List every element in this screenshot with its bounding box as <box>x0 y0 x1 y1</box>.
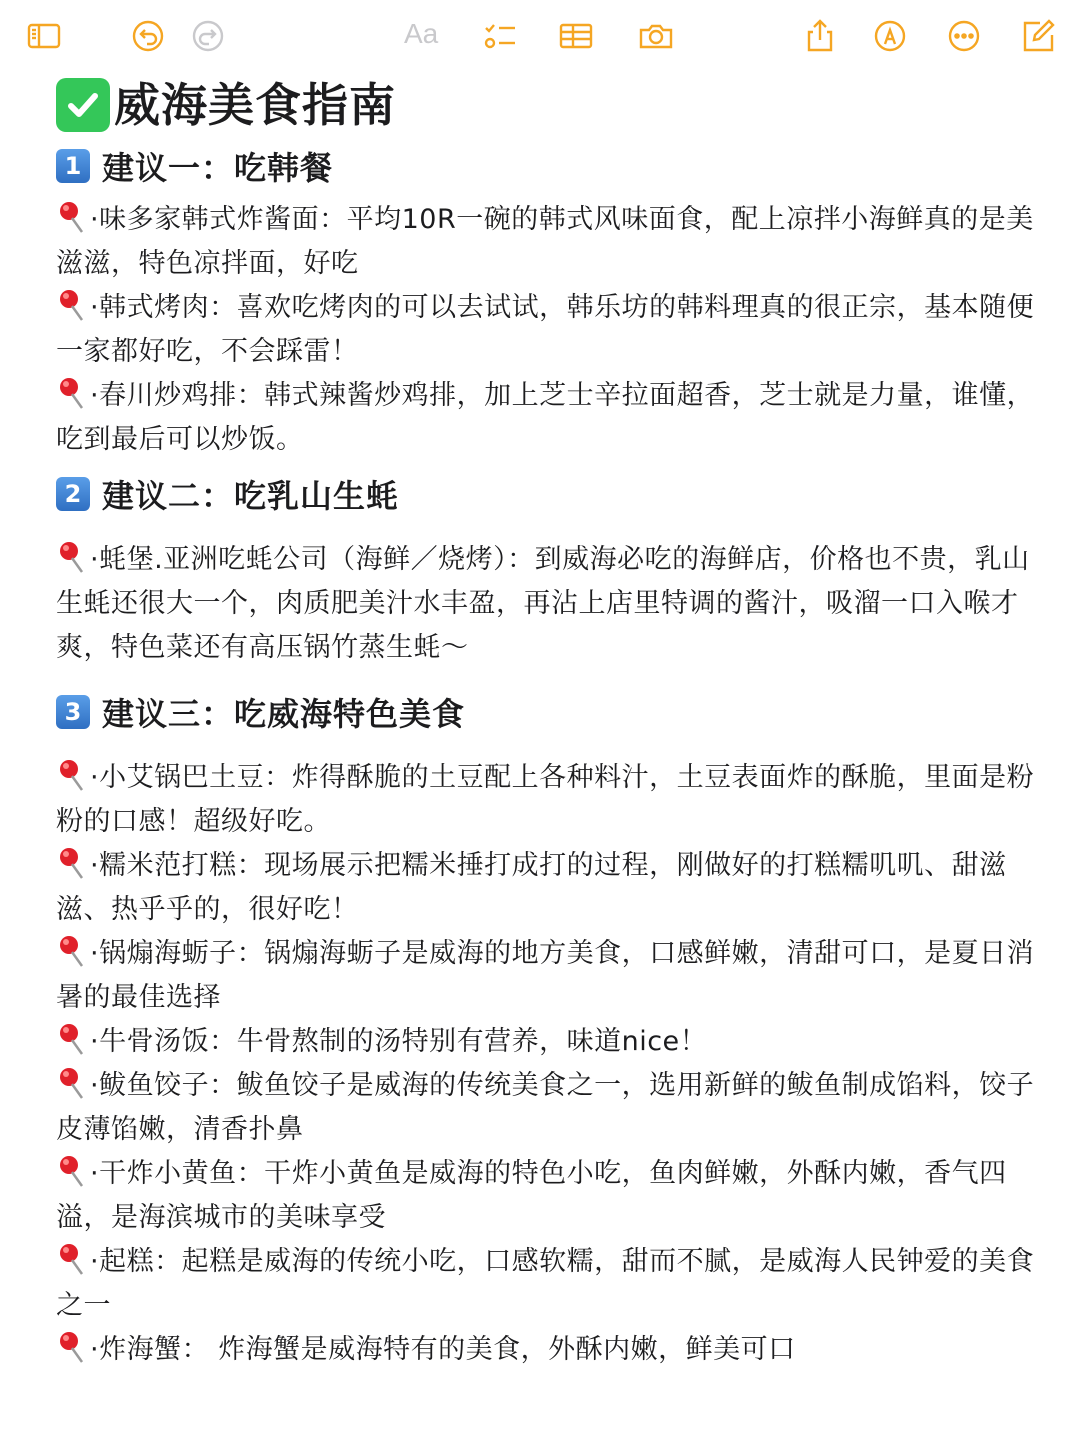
red-pushpin-icon <box>56 540 86 574</box>
section-1-heading <box>56 144 1052 188</box>
section-title: 建议一：吃韩餐 <box>102 149 334 187</box>
list-item: ·起糕：起糕是威海的传统小吃，口感软糯，甜而不腻，是威海人民钟爱的美食之一 <box>56 1240 1052 1328</box>
list-item: ·锅煽海蛎子：锅煽海蛎子是威海的地方美食，口感鲜嫩，清甜可口，是夏日消暑的最佳选择 <box>56 932 1052 1020</box>
list-item: ·蚝堡.亚洲吃蚝公司（海鲜／烧烤）：到威海必吃的海鲜店，价格也不贵，乳山生蚝还很大一个，肉质肥美汁水丰盈，再沾上店里特调的酱汁，吸溜一口入喉才爽，特色菜还有高压锅竹蒸生蚝～ <box>56 538 1052 670</box>
number-badge-3: 3 <box>56 695 90 729</box>
number-badge-1: 1 <box>56 149 90 183</box>
list-item: ·韩式烤肉：喜欢吃烤肉的可以去试试，韩乐坊的韩料理真的很正宗，基本随便一家都好吃，不会踩雷！ <box>56 286 1052 374</box>
section-3-list <box>56 756 1052 1372</box>
list-item: ·炸海蟹： 炸海蟹是威海特有的美食，外酥内嫩，鲜美可口 <box>56 1328 1052 1372</box>
compose-icon[interactable] <box>1018 16 1058 56</box>
section-2-heading <box>56 472 1052 516</box>
section-2-list <box>56 538 1052 670</box>
sidebar-icon[interactable] <box>24 16 64 56</box>
markup-icon[interactable] <box>870 16 910 56</box>
camera-icon[interactable] <box>636 16 676 56</box>
section-1-list <box>56 198 1052 462</box>
note-toolbar <box>0 0 1079 72</box>
red-pushpin-icon <box>56 1330 86 1364</box>
note-body[interactable] <box>56 76 1052 1372</box>
undo-icon[interactable] <box>128 16 168 56</box>
red-pushpin-icon <box>56 934 86 968</box>
checklist-icon[interactable] <box>480 16 520 56</box>
number-badge-2: 2 <box>56 477 90 511</box>
more-icon[interactable] <box>944 16 984 56</box>
table-icon[interactable] <box>556 16 596 56</box>
list-item: ·牛骨汤饭：牛骨熬制的汤特别有营养，味道nice！ <box>56 1020 1052 1064</box>
section-title: 建议三：吃威海特色美食 <box>102 695 466 733</box>
list-item: ·味多家韩式炸酱面：平均10R一碗的韩式风味面食，配上凉拌小海鲜真的是美滋滋，特色凉拌面，好吃 <box>56 198 1052 286</box>
red-pushpin-icon <box>56 758 86 792</box>
redo-icon[interactable] <box>188 16 228 56</box>
list-item: ·小艾锅巴土豆：炸得酥脆的土豆配上各种料汁，土豆表面炸的酥脆，里面是粉粉的口感！超级好吃。 <box>56 756 1052 844</box>
red-pushpin-icon <box>56 1154 86 1188</box>
share-icon[interactable] <box>800 16 840 56</box>
check-mark-icon <box>56 78 110 132</box>
red-pushpin-icon <box>56 1242 86 1276</box>
list-item: ·春川炒鸡排：韩式辣酱炒鸡排，加上芝士辛拉面超香，芝士就是力量，谁懂，吃到最后可以炒饭。 <box>56 374 1052 462</box>
red-pushpin-icon <box>56 846 86 880</box>
section-3-heading <box>56 690 1052 734</box>
red-pushpin-icon <box>56 1066 86 1100</box>
note-title-row <box>56 76 1052 134</box>
page-title: 威海美食指南 <box>114 78 396 132</box>
list-item: ·干炸小黄鱼：干炸小黄鱼是威海的特色小吃，鱼肉鲜嫩，外酥内嫩，香气四溢，是海滨城市的美味享受 <box>56 1152 1052 1240</box>
list-item: ·糯米范打糕：现场展示把糯米捶打成打的过程，刚做好的打糕糯叽叽、甜滋滋、热乎乎的，很好吃！ <box>56 844 1052 932</box>
section-title: 建议二：吃乳山生蚝 <box>102 477 400 515</box>
format-button[interactable]: Aa <box>404 18 439 49</box>
red-pushpin-icon <box>56 376 86 410</box>
list-item: ·鲅鱼饺子：鲅鱼饺子是威海的传统美食之一，选用新鲜的鲅鱼制成馅料，饺子皮薄馅嫩，清香扑鼻 <box>56 1064 1052 1152</box>
red-pushpin-icon <box>56 200 86 234</box>
red-pushpin-icon <box>56 288 86 322</box>
red-pushpin-icon <box>56 1022 86 1056</box>
